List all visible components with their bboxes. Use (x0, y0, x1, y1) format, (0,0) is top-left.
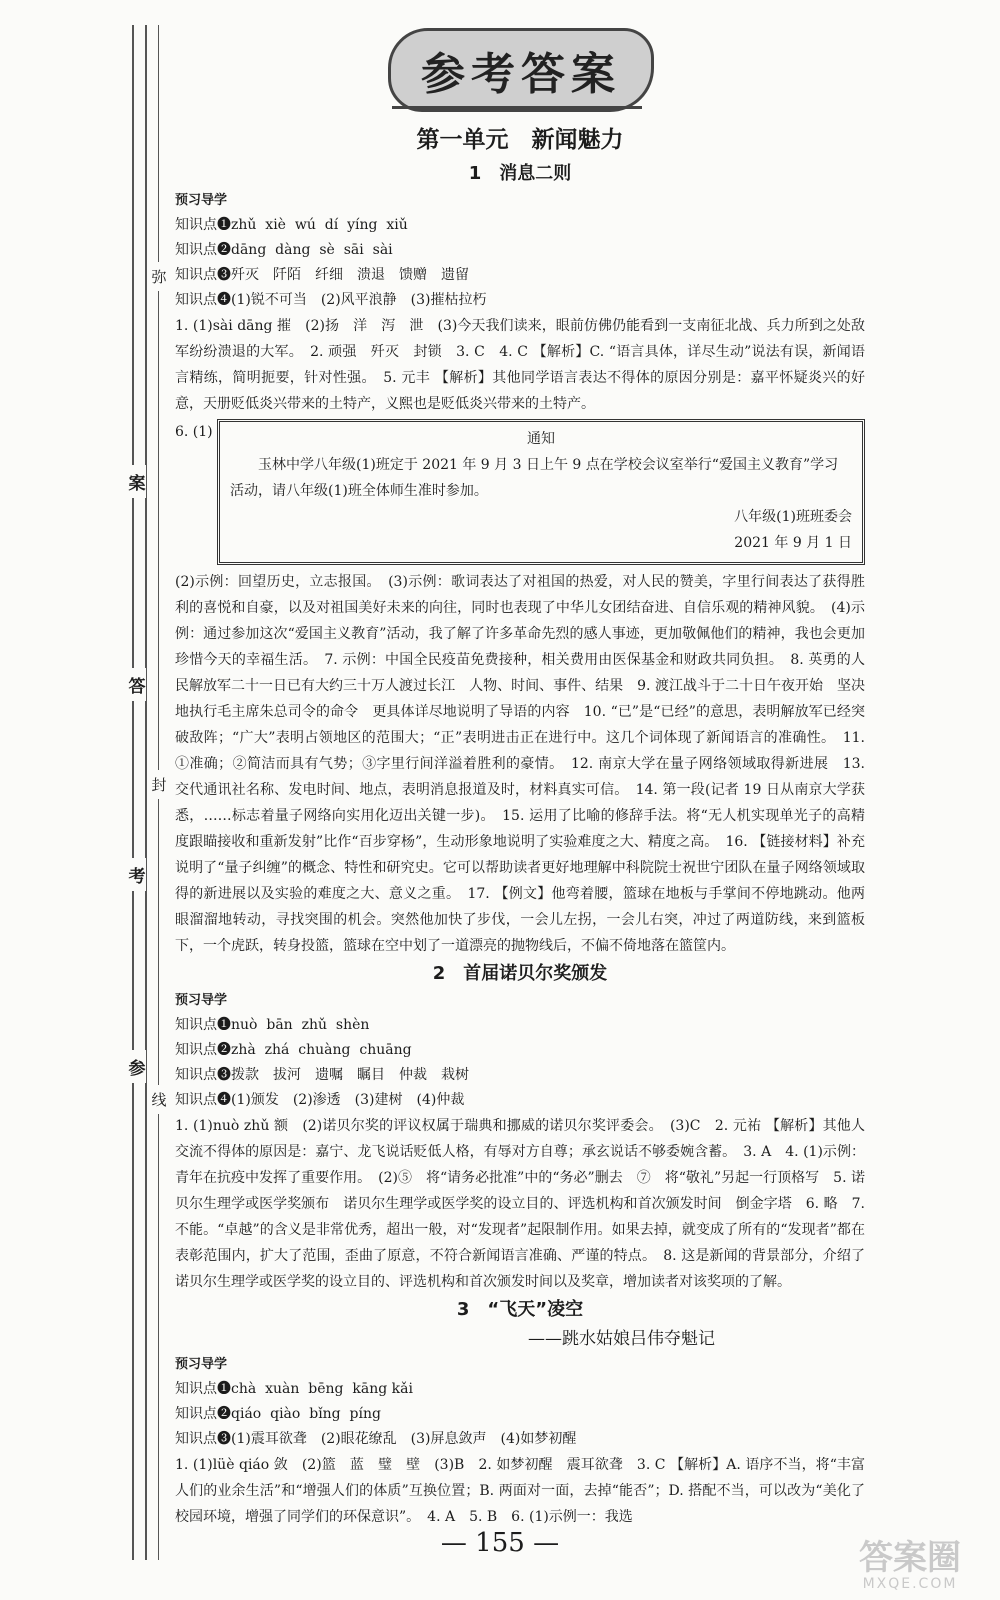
question-number: 6. (1) (175, 424, 213, 440)
page-number: — 155 — (440, 1528, 560, 1558)
notice-title: 通知 (527, 431, 555, 447)
watermark-logo (835, 1540, 985, 1592)
knowledge-point: 知识点❶nuò bān zhǔ shèn (175, 1017, 370, 1033)
binding-rule (132, 25, 134, 1560)
answer-paragraph: 1. (1)nuò zhǔ 额 (2)诺贝尔奖的评议权属于瑞典和挪威的诺贝尔奖评委会。 (3)C 2. 元祐 【解析】其他人交流不得体的原因是：嘉宁、龙飞说话贬低人格，有辱对方自尊；承玄说话不够委婉含蓄。 3. A 4. (1)示例：青年在抗疫中发挥了重要作用。 (2)⑤ 将“请务必批准”中的“务必”删去 ⑦ 将“敬礼”另起一行顶格写 5. 诺贝尔生理学或医学奖颁布 诺贝尔生理学或医学奖的设立目的、评选机构和首次颁发时间 倒金字塔 6. 略 7. 不能。“卓越”的含义是非常优秀，超出一般，对“发现者”起限制作用。如果去掉，就变成了所有的“发现者”都在表彰范围内，扩大了范围，歪曲了原意，不符合新闻语言准确、严谨的特点。 8. 这是新闻的背景部分，介绍了诺贝尔生理学或医学奖的设立目的、评选机构和首次颁发时间以及奖章，增加读者对该奖项的了解。 (175, 1118, 865, 1290)
knowledge-point: 知识点❹(1)锐不可当 (2)风平浪静 (3)摧枯拉朽 (175, 292, 487, 308)
knowledge-point: 知识点❷qiáo qiào bǐng píng (175, 1406, 381, 1422)
section-label: 预习导学 (175, 193, 228, 208)
margin-label: 弥 (150, 262, 168, 291)
banner-title: 参考答案 (421, 49, 621, 100)
knowledge-point: 知识点❸(1)震耳欲聋 (2)眼花缭乱 (3)屏息敛声 (4)如梦初醒 (175, 1431, 577, 1447)
knowledge-point: 知识点❸歼灭 阡陌 纤细 溃退 馈赠 遗留 (175, 267, 469, 283)
margin-label: 考 (128, 858, 146, 891)
answer-paragraph: 1. (1)lüè qiáo 敛 (2)篮 蓝 璧 壁 (3)B 2. 如梦初醒 震耳欲聋 3. C 【解析】A. 语序不当，将“丰富人们的业余生活”和“增强人们的体质”互换位置；B. 两面对一面，去掉“能否”；D. 搭配不当，可以改为“美化了校园环境，增强了同学们的环保意识”。 4. A 5. B 6. (1)示例一：我选 (175, 1457, 865, 1525)
knowledge-point: 知识点❶zhǔ xiè wú dí yíng xiǔ (175, 217, 408, 233)
knowledge-point: 知识点❷zhà zhá chuàng chuāng (175, 1042, 412, 1058)
unit-title: 第一单元 新闻魅力 (416, 127, 624, 153)
lesson-subtitle: ——跳水姑娘吕伟夺魁记 (528, 1329, 715, 1349)
answer-paragraph: 1. (1)sài dāng 摧 (2)扬 洋 泻 泄 (3)今天我们读来，眼前仿佛仍能看到一支南征北战、兵力所到之处敌军纷纷溃退的大军。 2. 顽强 歼灭 封锁 3. C 4. C 【解析】C. “语言具体，详尽生动”说法有误，新闻语言精练，简明扼要，针对性强。 5. 元丰 【解析】其他同学语言表达不得体的原因分别是：嘉平怀疑炎兴的好意，天册贬低炎兴带来的土特产，义熙也是贬低炎兴带来的土特产。 (175, 318, 865, 412)
knowledge-point: 知识点❹(1)颁发 (2)渗透 (3)建树 (4)仲裁 (175, 1092, 465, 1108)
notice-block (175, 419, 865, 565)
notice-signer: 八年级(1)班班委会 (734, 509, 852, 525)
notice-box (217, 419, 865, 565)
watermark-url: MXQE.COM (862, 1576, 958, 1592)
header-banner (388, 28, 654, 112)
margin-label: 线 (150, 1085, 168, 1114)
notice-body: 玉林中学八年级(1)班定于 2021 年 9 月 3 日上午 9 点在学校会议室举行“爱国主义教育”学习活动，请八年级(1)班全体师生准时参加。 (230, 457, 839, 499)
margin-label: 参 (128, 1050, 146, 1083)
margin-label: 封 (150, 770, 168, 799)
answer-paragraph: (2)示例：回望历史，立志报国。 (3)示例：歌词表达了对祖国的热爱，对人民的赞美，字里行间表达了获得胜利的喜悦和自豪，以及对祖国美好未来的向往，同时也表现了中华儿女团结奋进、自信乐观的精神风貌。 (4)示例：通过参加这次“爱国主义教育”活动，我了解了许多革命先烈的感人事迹，更加敬佩他们的精神，我也会更加珍惜今天的幸福生活。 7. 示例：中国全民疫苗免费接种，相关费用由医保基金和财政共同负担。 8. 英勇的人民解放军二十一日已有大约三十万人渡过长江 人物、时间、事件、结果 9. 渡江战斗于二十日午夜开始 坚决地执行毛主席朱总司令的命令 更具体详尽地说明了导语的内容 10. “已”是“已经”的意思，表明解放军已经突破敌阵；“广大”表明占领地区的范围大；“正”表明进击正在进行中。这几个词体现了新闻语言的准确性。 11. ①准确；②简洁而具有气势；③字里行间洋溢着胜利的豪情。 12. 南京大学在量子网络领域取得新进展 13. 交代通讯社名称、发电时间、地点，表明消息报道及时，材料真实可信。 14. 第一段(记者 19 日从南京大学获悉，……标志着量子网络向实用化迈出关键一步)。 15. 运用了比喻的修辞手法。将“无人机实现单光子的高精度跟瞄接收和重新发射”比作“百步穿杨”，生动形象地说明了实验难度之大、精度之高。 16. 【链接材料】补充说明了“量子纠缠”的概念、特性和研究史。它可以帮助读者更好地理解中科院院士祝世宁团队在量子网络领域取得的新进展以及实验的难度之大、意义之重。 17. 【例文】他弯着腰，篮球在地板与手掌间不停地跳动。他两眼溜溜地转动，寻找突围的机会。突然他加快了步伐，一会儿左拐，一会儿右突，冲过了两道防线，来到篮板下，一个虎跃，转身投篮，篮球在空中划了一道漂亮的抛物线后，不偏不倚地落在篮筐内。 (175, 574, 865, 954)
margin-label: 答 (128, 668, 146, 701)
banner-underline (392, 106, 642, 109)
lesson-title: 3 “飞天”凌空 (456, 1299, 584, 1320)
watermark-text: 答案圈 (859, 1538, 961, 1578)
section-label: 预习导学 (175, 993, 228, 1008)
answer-content (175, 115, 865, 1530)
section-label: 预习导学 (175, 1357, 228, 1372)
binding-rule (145, 25, 147, 1560)
lesson-title: 2 首届诺贝尔奖颁发 (432, 963, 608, 984)
knowledge-point: 知识点❷dāng dàng sè sāi sài (175, 242, 393, 258)
knowledge-point: 知识点❶chà xuàn bēng kāng kǎi (175, 1381, 413, 1397)
knowledge-point: 知识点❸拨款 拔河 遗嘱 瞩目 仲裁 栽树 (175, 1067, 469, 1083)
lesson-title: 1 消息二则 (468, 163, 572, 184)
margin-label: 案 (128, 465, 146, 498)
notice-date: 2021 年 9 月 1 日 (734, 535, 852, 551)
